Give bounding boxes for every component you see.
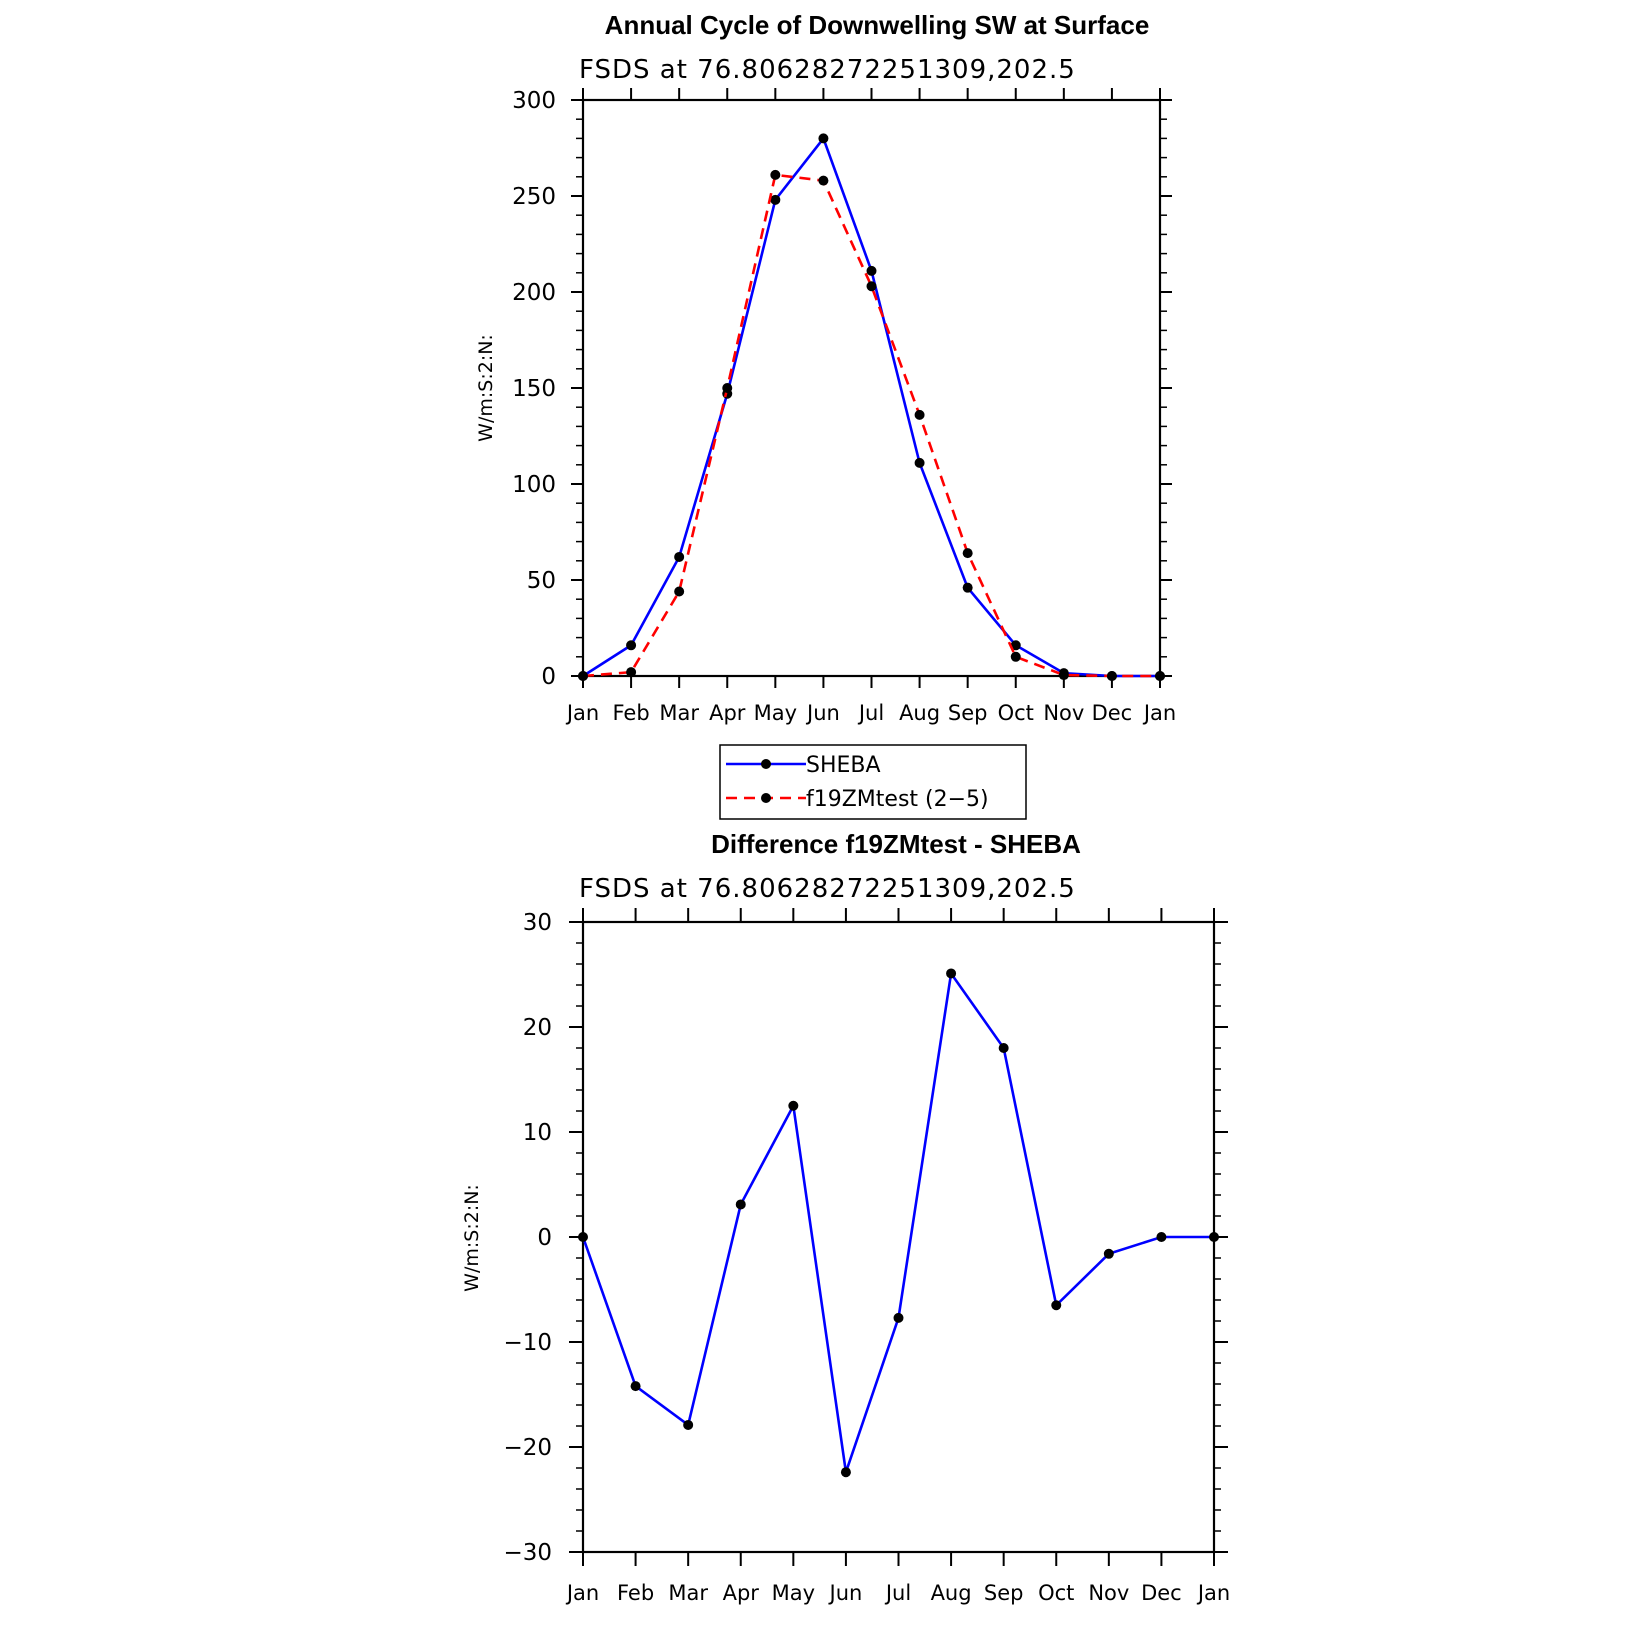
x-tick-label: Aug xyxy=(930,1581,972,1605)
data-series xyxy=(578,968,1219,1477)
x-tick-label: Jul xyxy=(858,701,885,725)
chart-title: Annual Cycle of Downwelling SW at Surface xyxy=(604,10,1150,40)
x-tick-label: Jan xyxy=(566,1581,600,1605)
y-tick-label: −10 xyxy=(503,1330,552,1356)
data-point xyxy=(963,548,973,558)
series-line-2 xyxy=(583,175,1160,676)
data-point xyxy=(999,1043,1009,1053)
x-tick-label: Oct xyxy=(997,701,1034,725)
legend-label-sheba: SHEBA xyxy=(806,753,881,778)
data-point xyxy=(631,1381,641,1391)
x-tick-label: Jul xyxy=(885,1581,912,1605)
plot-frame xyxy=(583,922,1214,1552)
data-point xyxy=(963,583,973,593)
y-tick-label: 250 xyxy=(512,184,556,210)
x-tick-label: Jan xyxy=(1143,701,1177,725)
x-tick-label: Apr xyxy=(709,701,746,725)
series-line-1 xyxy=(583,973,1214,1472)
plot-frame xyxy=(583,100,1160,676)
x-tick-label: Sep xyxy=(947,701,988,725)
x-tick-label: Sep xyxy=(983,1581,1024,1605)
data-point xyxy=(915,458,925,468)
y-tick-label: 150 xyxy=(512,376,556,402)
x-tick-label: May xyxy=(753,701,798,725)
data-point xyxy=(818,176,828,186)
data-point xyxy=(1059,670,1069,680)
data-series xyxy=(578,133,1165,681)
series-line-1 xyxy=(583,138,1160,676)
legend-marker-sheba xyxy=(761,759,771,769)
data-point xyxy=(1107,671,1117,681)
x-tick-label: Mar xyxy=(668,1581,708,1605)
x-tick-label: Jan xyxy=(566,701,600,725)
x-tick-label: Mar xyxy=(659,701,699,725)
y-axis-title: W/m:S:2:N: xyxy=(475,334,497,442)
y-tick-label: 0 xyxy=(537,1225,552,1251)
chart-title: Difference f19ZMtest - SHEBA xyxy=(711,829,1081,859)
x-tick-label: Apr xyxy=(722,1581,759,1605)
data-point xyxy=(722,383,732,393)
x-tick-label: Nov xyxy=(1088,1581,1130,1605)
x-tick-label: Feb xyxy=(616,1581,655,1605)
data-point xyxy=(578,1232,588,1242)
x-tick-label: Nov xyxy=(1043,701,1085,725)
difference-chart xyxy=(461,829,1230,1605)
plot-border xyxy=(583,922,1214,1552)
data-point xyxy=(1209,1232,1219,1242)
data-point xyxy=(770,170,780,180)
data-point xyxy=(818,133,828,143)
data-point xyxy=(736,1199,746,1209)
data-point xyxy=(578,671,588,681)
x-tick-label: Dec xyxy=(1091,701,1133,725)
data-point xyxy=(946,968,956,978)
chart-subtitle: FSDS at 76.80628272251309,202.5 xyxy=(579,55,1076,85)
data-point xyxy=(915,410,925,420)
x-tick-label: Jan xyxy=(1197,1581,1231,1605)
y-tick-label: −30 xyxy=(503,1540,552,1566)
plot-border xyxy=(583,100,1160,676)
x-tick-label: Oct xyxy=(1038,1581,1075,1605)
data-point xyxy=(788,1101,798,1111)
data-point xyxy=(1011,652,1021,662)
x-tick-label: Aug xyxy=(899,701,941,725)
y-axis-title: W/m:S:2:N: xyxy=(461,1184,483,1292)
data-point xyxy=(1156,1232,1166,1242)
y-tick-label: 10 xyxy=(522,1120,552,1146)
legend xyxy=(720,745,1026,819)
data-point xyxy=(894,1313,904,1323)
data-point xyxy=(674,552,684,562)
legend-label-model: f19ZMtest (2−5) xyxy=(806,787,989,812)
x-axis-ticks xyxy=(565,908,1230,1605)
x-tick-label: Feb xyxy=(612,701,650,725)
y-tick-label: 300 xyxy=(512,88,556,114)
y-axis-ticks xyxy=(512,88,1172,690)
data-point xyxy=(841,1467,851,1477)
y-axis-ticks xyxy=(503,910,1228,1566)
y-tick-label: 20 xyxy=(522,1015,552,1041)
x-tick-label: Jun xyxy=(807,701,840,725)
y-tick-label: 200 xyxy=(512,280,556,306)
y-tick-label: 30 xyxy=(522,910,552,936)
chart-subtitle: FSDS at 76.80628272251309,202.5 xyxy=(579,874,1076,904)
y-tick-label: 0 xyxy=(541,664,556,690)
y-tick-label: 100 xyxy=(512,472,556,498)
data-point xyxy=(1051,1300,1061,1310)
annual-cycle-chart xyxy=(475,10,1176,725)
data-point xyxy=(1155,671,1165,681)
legend-marker-model xyxy=(761,793,771,803)
data-point xyxy=(674,587,684,597)
data-point xyxy=(867,266,877,276)
x-tick-label: Jun xyxy=(829,1581,863,1605)
y-tick-label: −20 xyxy=(503,1435,552,1461)
data-point xyxy=(626,667,636,677)
x-tick-label: Dec xyxy=(1141,1581,1182,1605)
data-point xyxy=(770,195,780,205)
data-point xyxy=(626,640,636,650)
data-point xyxy=(1104,1249,1114,1259)
data-point xyxy=(683,1420,693,1430)
y-tick-label: 50 xyxy=(526,568,556,594)
x-tick-label: May xyxy=(771,1581,816,1605)
data-point xyxy=(867,281,877,291)
